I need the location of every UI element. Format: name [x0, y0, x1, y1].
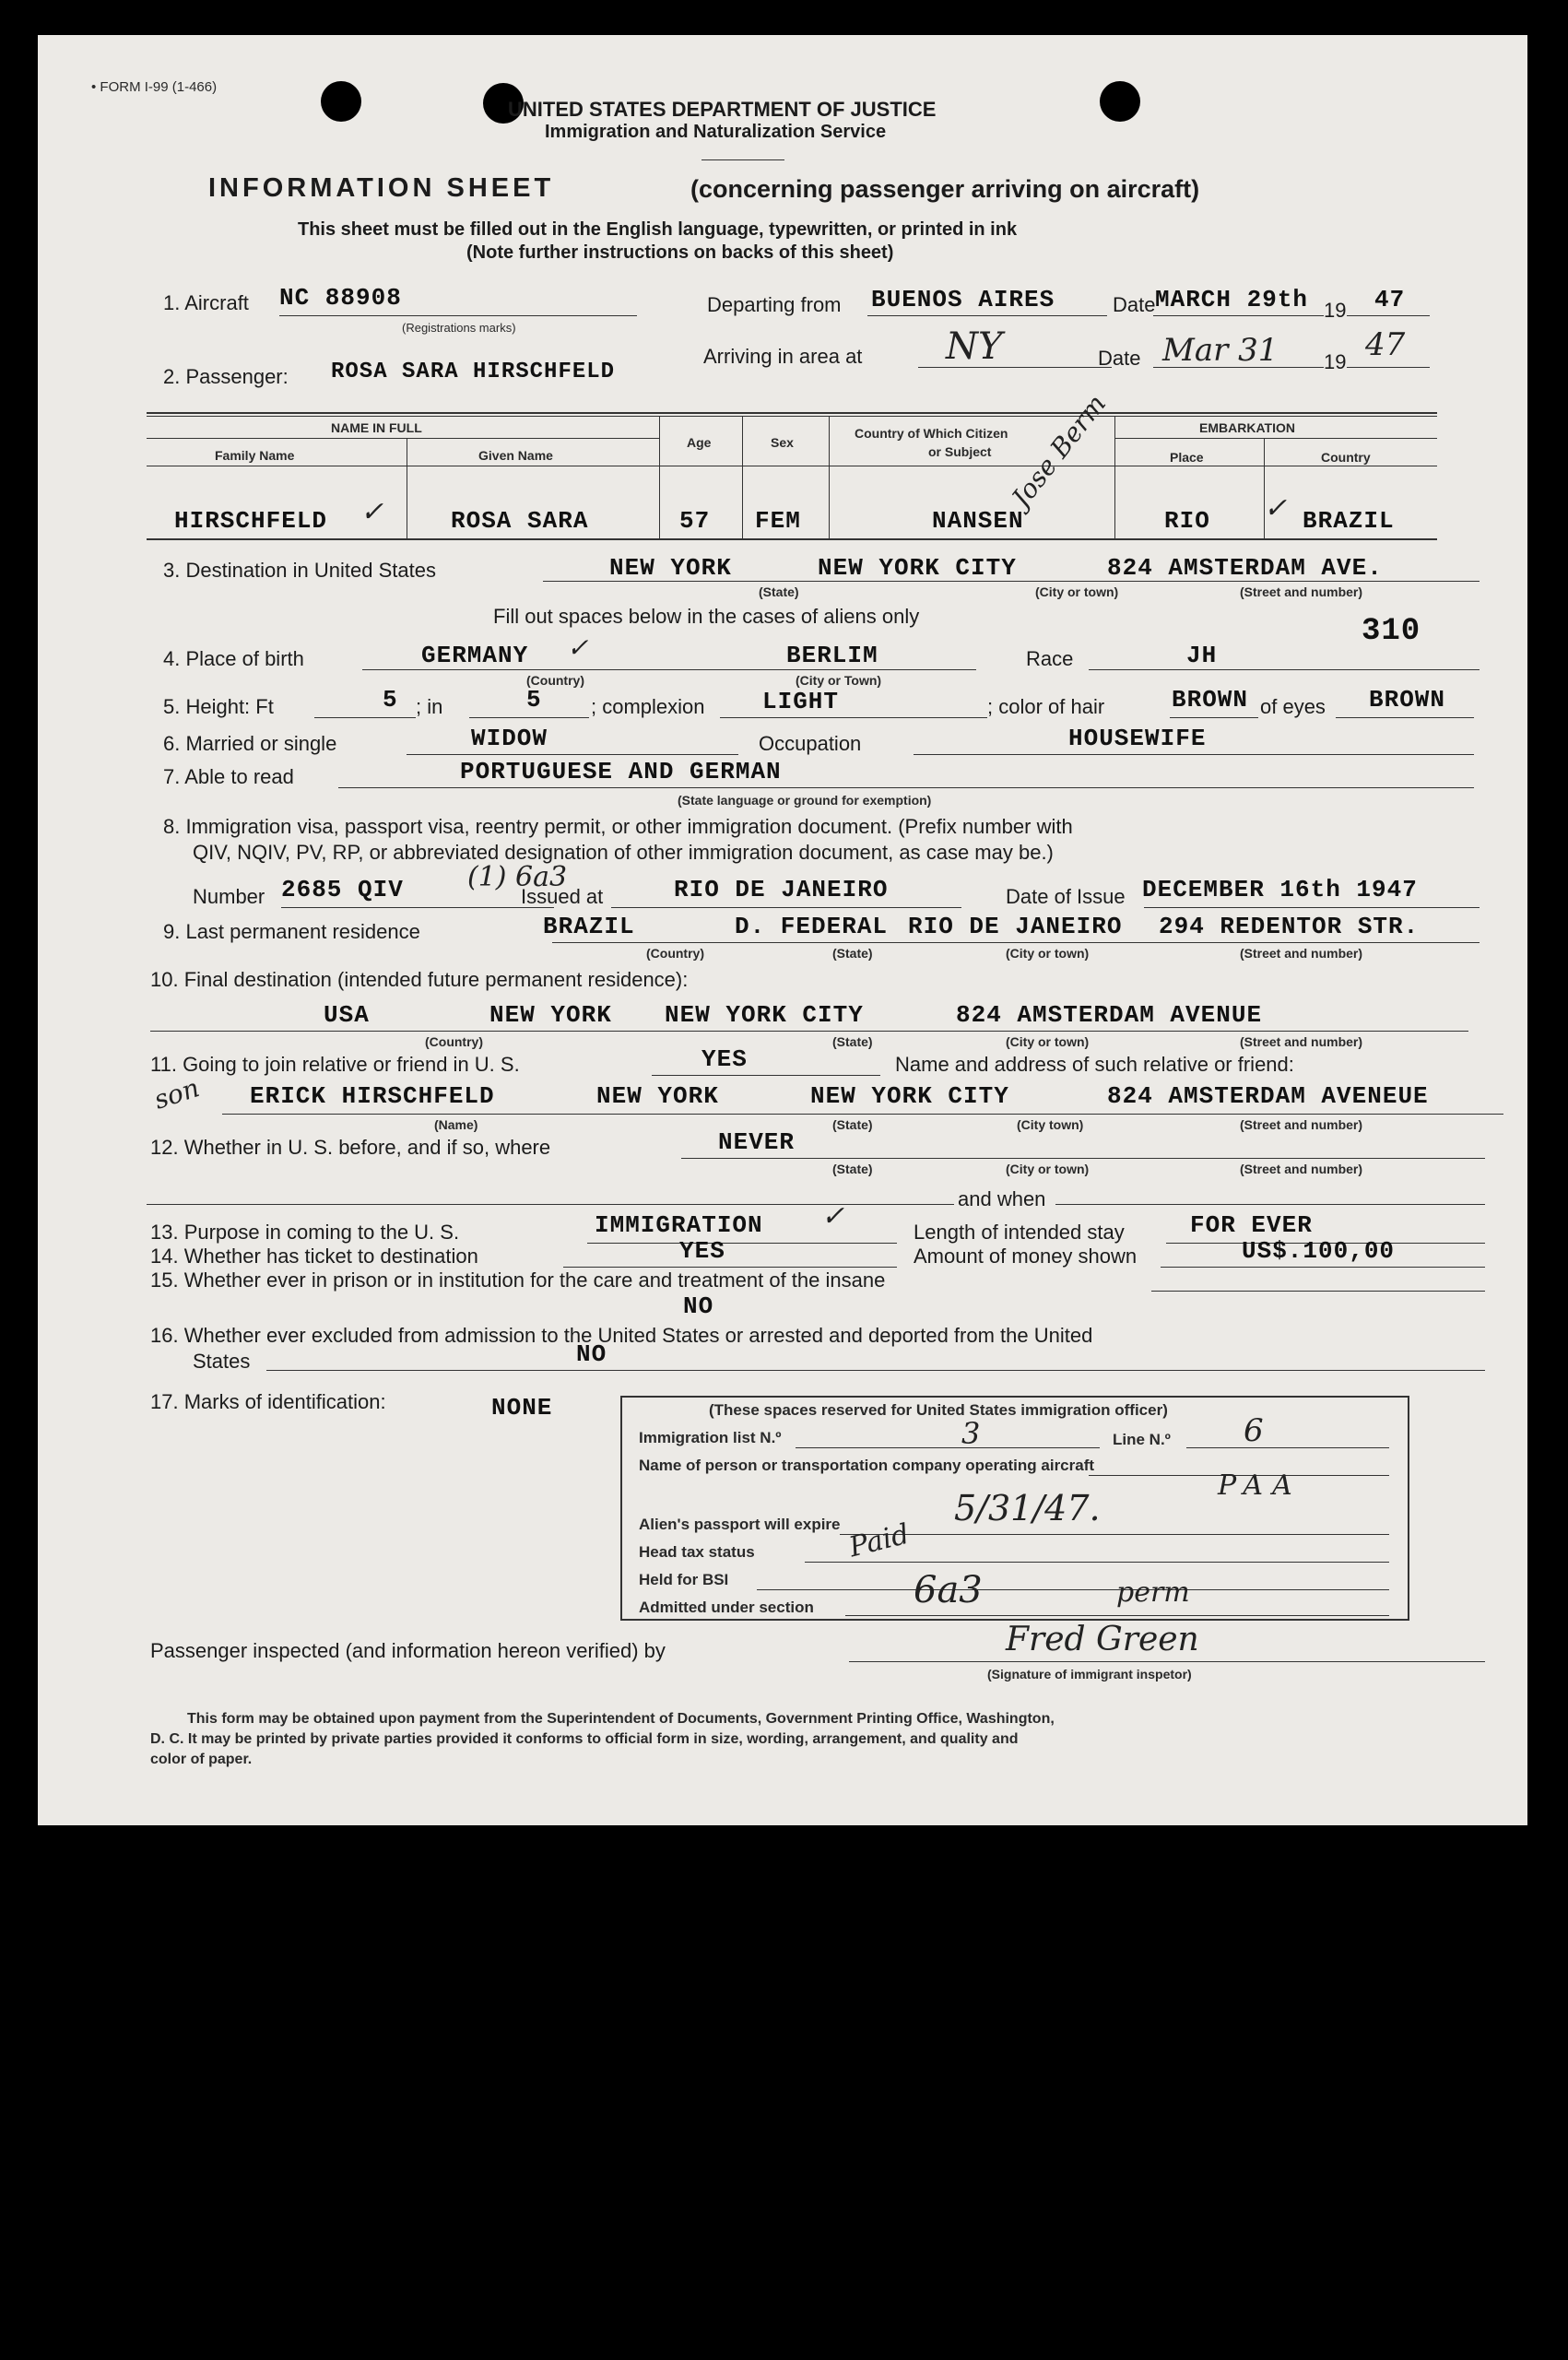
- embark-country-value: BRAZIL: [1303, 507, 1395, 535]
- money-value: US$.100,00: [1242, 1237, 1396, 1265]
- join-relative-value: YES: [701, 1045, 748, 1073]
- service-name: Immigration and Naturalization Service: [545, 122, 887, 142]
- inspector-signature: Fred Green: [1006, 1621, 1199, 1658]
- final-street-value: 824 AMSTERDAM AVENUE: [956, 1001, 1263, 1029]
- purpose-value: IMMIGRATION: [595, 1211, 763, 1239]
- head-tax-value: Paid: [845, 1517, 913, 1564]
- department-name: UNITED STATES DEPARTMENT OF JUSTICE: [508, 98, 937, 121]
- visa-number-value: 2685 QIV: [281, 876, 404, 903]
- race-number-value: 310: [1362, 614, 1421, 649]
- prison-value: NO: [683, 1292, 714, 1320]
- embark-place-value: RIO: [1164, 507, 1210, 535]
- instruction-line-1: This sheet must be filled out in the English language, typewritten, or printed in ink: [298, 219, 1018, 240]
- final-city-value: NEW YORK CITY: [665, 1001, 864, 1029]
- birth-country-value: GERMANY: [421, 642, 529, 669]
- form-number: • FORM I-99 (1-466): [91, 79, 218, 95]
- citizen-country-value: NANSEN: [932, 507, 1024, 535]
- arrival-date-value: Mar 31: [1162, 332, 1279, 369]
- relative-city-value: NEW YORK CITY: [810, 1082, 1009, 1110]
- destination-state-value: NEW YORK: [609, 554, 732, 582]
- arriving-at-value: NY: [946, 325, 1003, 368]
- visa-handwritten-note: (1) 6a3: [467, 861, 568, 893]
- marks-value: NONE: [491, 1394, 553, 1422]
- destination-city-value: NEW YORK CITY: [818, 554, 1017, 582]
- eye-color-value: BROWN: [1369, 686, 1446, 714]
- information-sheet-document: • FORM I-99 (1-466) UNITED STATES DEPARTMENT OF JUSTICE Immigration and Naturalization Service INFORMATION SHEET (concerning passenger arriving on aircraft) This sheet must be filled out in the English language, typewritten, or printed in ink (Note further instructions on backs of this sheet) 1. Aircraft NC 88908 (Registrations marks) Departing from BUENOS AIRES Date MARCH 29th 19 47 2. Passenger: ROSA SARA HIRSCHFELD Arriving in area at NY Date Mar 31 19 47 NAME IN FULL Family Name Given Name Age Sex Country of Which Citizen or Subject EMBARKATION Place Country HIRSCHFELD ✓ ROSA SARA 57 FEM NANSEN RIO BRAZIL ✓ Jose Berm 3. Destination in United States NEW YORK NEW YORK CITY 824 AMSTERDAM AVE. (State) (City or town) (Street and number) Fill out spaces below in the cases of aliens only 4. Place of birth GERMANY ✓ BERLIM (Country) (City or Town) Race JH 310 5. Height: Ft 5 ; in 5 ; complexion LIGHT ; color of hair BROWN of eyes BROWN 6. Married or single WIDOW Occupation HOUSEWIFE 7. Able to read PORTUGUESE AND GERMAN (State language or ground for exemption) 8. Immigration visa, passport visa, reentry permit, or other immigration document. (Prefix number with QIV, NQIV, PV, RP, or abbreviated designation of other immigration document, as case may be.) Number 2685 QIV (1) 6a3 Issued at RIO DE JANEIRO Date of Issue DECEMBER 16th 1947 9. Last permanent residence BRAZIL D. FEDERAL RIO DE JANEIRO 294 REDENTOR STR. (Country) (State) (City or town) (Street and number) 10. Final destination (intended future permanent residence): USA NEW YORK NEW YORK CITY 824 AMSTERDAM AVENUE (Country) (State) (City or town) (Street and number) 11. Going to join relative or friend in U. S. YES Name and address of such relative or friend: son ERICK HIRSCHFELD NEW YORK NEW YORK CITY 824 AMSTERDAM AVENEUE (Name) (State) (City town) (Street and number) 12. Whether in U. S. before, and if so, where NEVER (State) (City or town) (Street and number) and when 13. Purpose in coming to the U. S. IMMIGRATION ✓ Length of intended stay FOR EVER 14. Whether has ticket to destination YES Amount of money shown US$.100,00 15. Whether ever in prison or in institution for the care and treatment of the insane NO 16. Whether ever excluded from admission to the United States or arrested and deported from the United States NO 17. Marks of identification: NONE (These spaces reserved for United States immigration officer) Immigration list N.º 3 Line N.º 6 Name of person or transportation company operating aircraft PAA Alien's passport will expire 5/31/47. Head tax status Paid Held for BSI Admitted under section 6a3 perm Passenger inspected (and information hereon verified) by Fred Green (Signature of immigrant inspetor) This form may be obtained upon payment from the Superintendent of Documents, Government Printing Office, Washington, D. C. It may be printed by private parties provided it conforms to official form in size, wording, arrangement, and quality and color of paper.: [38, 35, 1527, 1825]
- given-name-value: ROSA SARA: [451, 507, 589, 535]
- instruction-line-2: (Note further instructions on backs of this sheet): [466, 242, 894, 263]
- last-street-value: 294 REDENTOR STR.: [1159, 913, 1420, 940]
- relative-name-value: ERICK HIRSCHFELD: [250, 1082, 495, 1110]
- departure-date-value: MARCH 29th: [1155, 286, 1309, 313]
- aircraft-value: NC 88908: [279, 284, 402, 312]
- margin-handwritten-note: Jose Berm: [1006, 388, 1113, 513]
- admitted-note-value: perm: [1116, 1576, 1190, 1609]
- length-of-stay-value: FOR EVER: [1190, 1211, 1313, 1239]
- operating-company-value: PAA: [1218, 1469, 1302, 1502]
- height-feet-value: 5: [383, 686, 398, 714]
- birth-city-value: BERLIM: [786, 642, 878, 669]
- departure-year-value: 47: [1374, 286, 1406, 313]
- occupation-value: HOUSEWIFE: [1068, 725, 1207, 752]
- passenger-value: ROSA SARA HIRSCHFELD: [331, 360, 616, 384]
- age-value: 57: [679, 507, 711, 535]
- punch-hole-right: [1100, 81, 1140, 122]
- final-country-value: USA: [324, 1001, 370, 1029]
- has-ticket-value: YES: [679, 1237, 725, 1265]
- in-us-before-value: NEVER: [718, 1128, 796, 1156]
- immigration-list-value: 3: [961, 1416, 981, 1451]
- last-city-value: RIO DE JANEIRO: [908, 913, 1123, 940]
- issued-at-value: RIO DE JANEIRO: [674, 876, 889, 903]
- destination-street-value: 824 AMSTERDAM AVE.: [1107, 554, 1383, 582]
- relative-state-value: NEW YORK: [596, 1082, 719, 1110]
- complexion-value: LIGHT: [762, 688, 840, 715]
- admitted-section-value: 6a3: [914, 1569, 983, 1611]
- line-number-value: 6: [1244, 1412, 1264, 1449]
- marital-status-value: WIDOW: [471, 725, 548, 752]
- relative-street-value: 824 AMSTERDAM AVENEUE: [1107, 1082, 1429, 1110]
- hair-color-value: BROWN: [1172, 686, 1249, 714]
- last-state-value: D. FEDERAL: [735, 913, 889, 940]
- family-name-value: HIRSCHFELD: [174, 507, 328, 535]
- punch-hole-left: [321, 81, 361, 122]
- form-subtitle: (concerning passenger arriving on aircraft): [690, 175, 1200, 203]
- sex-value: FEM: [755, 507, 801, 535]
- excluded-value: NO: [576, 1340, 607, 1368]
- departing-from-value: BUENOS AIRES: [871, 286, 1055, 313]
- arrival-year-value: 47: [1365, 326, 1406, 363]
- final-state-value: NEW YORK: [489, 1001, 612, 1029]
- issue-date-value: DECEMBER 16th 1947: [1142, 876, 1418, 903]
- form-title: INFORMATION SHEET: [208, 173, 555, 203]
- height-inches-value: 5: [526, 686, 542, 714]
- passport-expire-value: 5/31/47.: [954, 1488, 1101, 1528]
- relation-handwritten-note: son: [150, 1072, 204, 1115]
- last-country-value: BRAZIL: [543, 913, 635, 940]
- languages-value: PORTUGUESE AND GERMAN: [460, 758, 782, 785]
- race-value: JH: [1186, 642, 1218, 669]
